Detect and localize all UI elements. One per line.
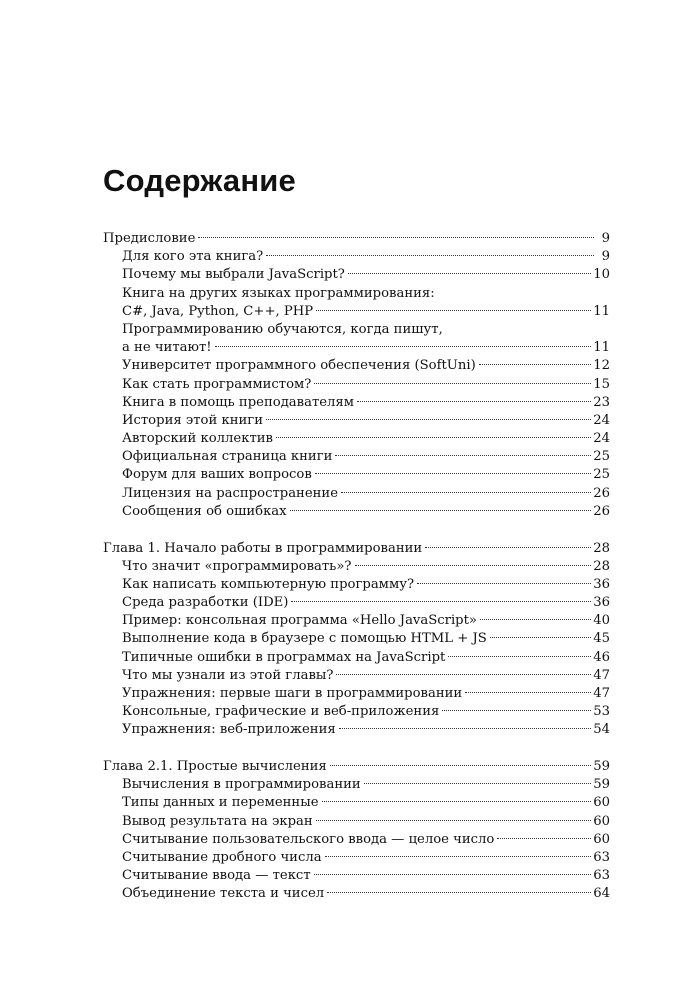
toc-entry[interactable] bbox=[103, 266, 610, 284]
toc-entry-label: C#, Java, Python, C++, PHP bbox=[122, 303, 314, 319]
dot-leader bbox=[417, 583, 591, 584]
dot-leader bbox=[291, 601, 591, 602]
dot-leader bbox=[335, 455, 591, 456]
toc-entry-label: Типичные ошибки в программах на JavaScript bbox=[122, 649, 446, 665]
toc-entry-page-number: 25 bbox=[593, 467, 610, 483]
toc-entry-page-number: 36 bbox=[593, 576, 610, 592]
toc-entry[interactable] bbox=[103, 412, 610, 430]
dot-leader bbox=[330, 765, 591, 766]
toc-entry-label: Что значит «программировать»? bbox=[122, 558, 352, 574]
dot-leader bbox=[355, 565, 592, 566]
toc-entry-label: История этой книги bbox=[122, 412, 263, 428]
toc-entry-page-number: 11 bbox=[593, 303, 610, 319]
dot-leader bbox=[364, 783, 592, 784]
dot-leader bbox=[442, 710, 591, 711]
page-title: Содержание bbox=[103, 163, 296, 198]
toc-entry[interactable] bbox=[103, 776, 610, 794]
toc-entry[interactable] bbox=[103, 794, 610, 812]
toc-chapter-entry[interactable] bbox=[103, 758, 610, 776]
toc-entry-page-number: 59 bbox=[593, 759, 610, 775]
toc-entry[interactable] bbox=[103, 885, 610, 903]
toc-entry-label: Объединение текста и чисел bbox=[122, 886, 325, 902]
toc-entry-page-number: 10 bbox=[593, 267, 610, 283]
dot-leader bbox=[490, 637, 591, 638]
dot-leader bbox=[315, 473, 591, 474]
toc-entry-page-number: 26 bbox=[593, 503, 610, 519]
toc-entry[interactable] bbox=[103, 685, 610, 703]
toc-entry-label: Книга на других языках программирования: bbox=[122, 285, 435, 301]
toc-entry-label: Считывание дробного числа bbox=[122, 850, 322, 865]
toc-entry-label: Типы данных и переменные bbox=[122, 795, 319, 811]
dot-leader bbox=[425, 547, 591, 548]
toc-entry-page-number: 47 bbox=[593, 667, 610, 683]
toc-entry-label: Форум для ваших вопросов bbox=[122, 467, 312, 483]
toc-entry-page-number: 60 bbox=[593, 831, 610, 847]
toc-entry-label: Выполнение кода в браузере с помощью HTML + JS bbox=[122, 631, 487, 647]
dot-leader bbox=[336, 674, 591, 675]
dot-leader bbox=[322, 801, 592, 802]
toc-entry[interactable] bbox=[103, 248, 610, 266]
toc-entry[interactable] bbox=[103, 339, 610, 357]
toc-entry-label: Консольные, графические и веб-приложения bbox=[122, 704, 440, 720]
toc-entry[interactable] bbox=[103, 357, 610, 375]
toc-entry-page-number: 12 bbox=[593, 358, 610, 374]
toc-entry[interactable] bbox=[103, 667, 610, 685]
toc-entry-label: Пример: консольная программа «Hello JavaScript» bbox=[122, 613, 477, 629]
toc-entry-label: Как стать программистом? bbox=[122, 376, 312, 392]
toc-entry-page-number: 26 bbox=[593, 485, 610, 501]
toc-entry-label: Предисловие bbox=[103, 231, 196, 246]
toc-entry-page-number: 11 bbox=[593, 340, 610, 356]
dot-leader bbox=[448, 656, 591, 657]
dot-leader bbox=[198, 237, 594, 238]
toc-entry[interactable] bbox=[103, 867, 610, 885]
dot-leader bbox=[276, 437, 591, 438]
toc-entry[interactable] bbox=[103, 703, 610, 721]
toc-entry-label: Как написать компьютерную программу? bbox=[122, 576, 415, 592]
dot-leader bbox=[266, 419, 591, 420]
toc-entry[interactable] bbox=[103, 721, 610, 739]
toc-chapter-entry[interactable] bbox=[103, 540, 610, 558]
toc-chapter-entry[interactable] bbox=[103, 230, 610, 248]
toc-entry-page-number: 53 bbox=[593, 704, 610, 720]
dot-leader bbox=[341, 492, 591, 493]
toc-entry-label: Среда разработки (IDE) bbox=[122, 595, 289, 611]
dot-leader bbox=[316, 310, 591, 311]
toc-entry-label: Считывание ввода — текст bbox=[122, 868, 311, 884]
toc-entry-label: Упражнения: первые шаги в программировании bbox=[122, 686, 463, 701]
toc-entry-page-number: 63 bbox=[593, 868, 610, 884]
toc-entry[interactable] bbox=[103, 594, 610, 612]
toc-entry-page-number: 15 bbox=[593, 376, 610, 392]
toc-entry-page-number: 28 bbox=[593, 558, 610, 574]
toc-section bbox=[103, 758, 610, 904]
toc-entry[interactable] bbox=[103, 430, 610, 448]
toc-entry-label: Упражнения: веб-приложения bbox=[122, 722, 336, 738]
toc-entry-page-number: 28 bbox=[593, 540, 610, 556]
toc-entry-page-number: 63 bbox=[593, 850, 610, 865]
toc-entry[interactable] bbox=[103, 285, 610, 303]
toc-section bbox=[103, 540, 610, 740]
toc-section bbox=[103, 230, 610, 521]
toc-entry-label: Официальная страница книги bbox=[122, 449, 333, 465]
toc-entry-page-number: 59 bbox=[593, 777, 610, 793]
dot-leader bbox=[479, 364, 591, 365]
toc-entry-page-number: 46 bbox=[593, 649, 610, 665]
toc-entry-page-number: 23 bbox=[593, 394, 610, 410]
dot-leader bbox=[339, 728, 592, 729]
dot-leader bbox=[215, 346, 592, 347]
toc-entry-label: Книга в помощь преподавателям bbox=[122, 394, 355, 410]
table-of-contents bbox=[103, 230, 610, 922]
toc-entry-page-number: 60 bbox=[593, 813, 610, 829]
toc-entry-label: Что мы узнали из этой главы? bbox=[122, 667, 334, 683]
toc-entry-label: Авторский коллектив bbox=[122, 431, 273, 447]
toc-entry-label: Для кого эта книга? bbox=[122, 249, 264, 265]
toc-entry[interactable] bbox=[103, 448, 610, 466]
toc-entry-label: Глава 1. Начало работы в программировании bbox=[103, 540, 423, 556]
toc-entry-page-number: 36 bbox=[593, 595, 610, 611]
toc-entry-page-number: 24 bbox=[593, 412, 610, 428]
toc-entry[interactable] bbox=[103, 376, 610, 394]
toc-entry[interactable] bbox=[103, 466, 610, 484]
toc-entry-page-number: 54 bbox=[593, 722, 610, 738]
toc-entry-page-number: 40 bbox=[593, 613, 610, 629]
dot-leader bbox=[314, 874, 592, 875]
toc-entry-page-number: 9 bbox=[601, 249, 610, 265]
toc-entry-label: Лицензия на распространение bbox=[122, 485, 339, 501]
toc-entry[interactable] bbox=[103, 612, 610, 630]
dot-leader bbox=[327, 892, 591, 893]
toc-entry[interactable] bbox=[103, 394, 610, 412]
toc-entry[interactable] bbox=[103, 303, 610, 321]
toc-entry[interactable] bbox=[103, 321, 610, 339]
dot-leader bbox=[357, 401, 591, 402]
toc-entry[interactable] bbox=[103, 558, 610, 576]
toc-entry[interactable] bbox=[103, 485, 610, 503]
toc-entry-label: Вывод результата на экран bbox=[122, 813, 313, 829]
dot-leader bbox=[314, 383, 591, 384]
toc-entry-label: Программированию обучаются, когда пишут, bbox=[122, 321, 443, 337]
dot-leader bbox=[480, 619, 591, 620]
toc-entry-page-number: 45 bbox=[593, 631, 610, 647]
toc-entry-label: а не читают! bbox=[122, 340, 212, 356]
dot-leader bbox=[325, 856, 592, 857]
toc-entry-page-number: 24 bbox=[593, 431, 610, 447]
toc-entry[interactable] bbox=[103, 649, 610, 667]
toc-entry[interactable] bbox=[103, 831, 610, 849]
toc-entry[interactable] bbox=[103, 813, 610, 831]
dot-leader bbox=[465, 692, 591, 693]
toc-entry-label: Университет программного обеспечения (SoftUni) bbox=[122, 358, 476, 374]
toc-entry-page-number: 25 bbox=[593, 449, 610, 465]
dot-leader bbox=[348, 273, 591, 274]
toc-entry[interactable] bbox=[103, 503, 610, 521]
toc-entry-page-number: 47 bbox=[593, 686, 610, 701]
dot-leader bbox=[266, 255, 594, 256]
toc-entry-page-number: 64 bbox=[593, 886, 610, 902]
toc-entry[interactable] bbox=[103, 576, 610, 594]
toc-entry-label: Сообщения об ошибках bbox=[122, 503, 287, 519]
dot-leader bbox=[497, 838, 591, 839]
toc-entry[interactable] bbox=[103, 630, 610, 648]
toc-entry-label: Вычисления в программировании bbox=[122, 777, 361, 793]
dot-leader bbox=[290, 510, 592, 511]
toc-entry-label: Глава 2.1. Простые вычисления bbox=[103, 759, 327, 775]
toc-entry-label: Почему мы выбрали JavaScript? bbox=[122, 267, 345, 283]
toc-entry-page-number: 9 bbox=[601, 231, 610, 246]
dot-leader bbox=[316, 820, 592, 821]
toc-entry-page-number: 60 bbox=[593, 795, 610, 811]
toc-entry-label: Считывание пользовательского ввода — целое число bbox=[122, 831, 495, 847]
toc-entry[interactable] bbox=[103, 849, 610, 867]
